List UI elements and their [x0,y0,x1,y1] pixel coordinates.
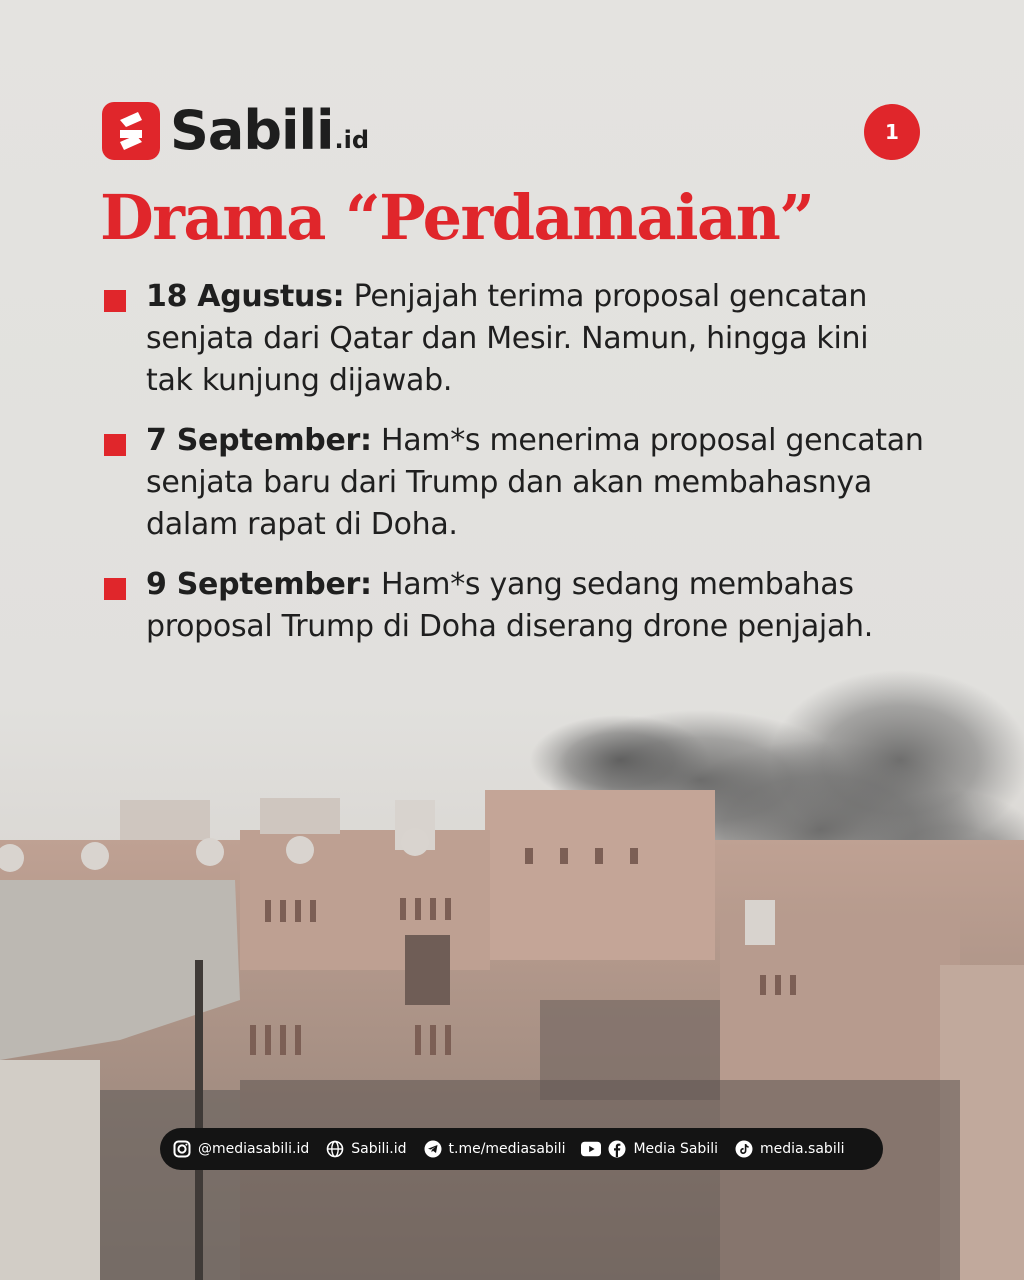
instagram-handle[interactable]: @mediasabili.id [198,1141,310,1157]
list-item [104,276,924,402]
item-date: 9 September: [146,567,372,602]
s-glyph-icon [114,110,148,152]
item-text [146,420,924,546]
facebook-icon [607,1139,627,1159]
page-number-badge: 1 [864,104,920,160]
instagram-icon [172,1139,192,1159]
globe-icon [325,1139,345,1159]
s-logo-icon [102,102,160,160]
telegram-icon [423,1139,443,1159]
page-title: Drama “Perdamaian” [100,181,814,254]
telegram-link[interactable]: t.me/mediasabili [448,1141,566,1157]
square-bullet-icon [104,290,126,312]
website-link[interactable]: Sabili.id [351,1141,407,1157]
item-date: 7 September: [146,423,372,458]
brand-name: Sabili [170,99,334,162]
tiktok-icon [734,1139,754,1159]
item-body: Penjajah terima proposal gencatan senjata dari Qatar dan Mesir. Namun, hingga kini tak kunjung dijawab. [146,279,869,398]
media-sabili-link[interactable]: Media Sabili [633,1141,718,1157]
item-text [146,276,924,402]
list-item [104,420,924,546]
square-bullet-icon [104,434,126,456]
item-date: 18 Agustus: [146,279,345,314]
item-text [146,564,924,648]
item-body: Ham*s menerima proposal gencatan senjata baru dari Trump dan akan membahasnya dalam rapat di Doha. [146,423,924,542]
social-links-bar [160,1128,883,1170]
timeline-list [104,276,924,666]
buildings [0,790,1024,1280]
tiktok-handle[interactable]: media.sabili [760,1141,845,1157]
brand-logo [102,99,370,162]
item-body: Ham*s yang sedang membahas proposal Trump di Doha diserang drone penjajah. [146,567,873,644]
square-bullet-icon [104,578,126,600]
brand-tld: .id [334,126,370,154]
list-item [104,564,924,648]
youtube-icon [581,1139,601,1159]
